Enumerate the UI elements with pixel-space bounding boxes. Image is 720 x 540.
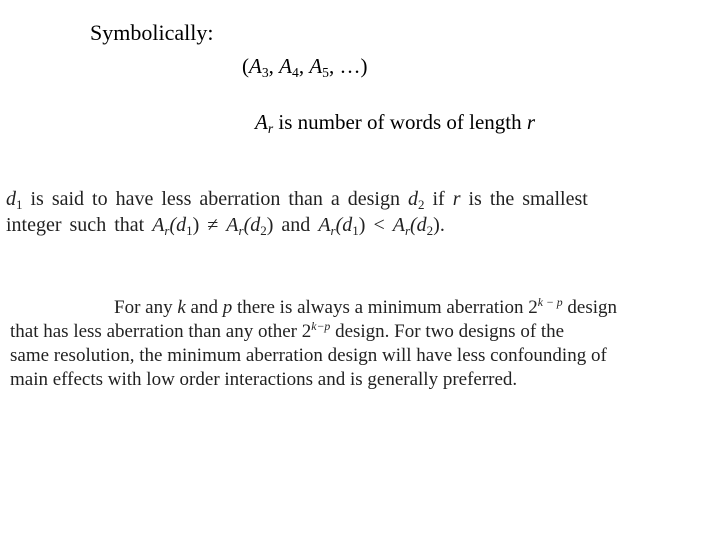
tuple-open: ( (242, 54, 249, 78)
heading-symbolically: Symbolically: (90, 20, 214, 45)
tuple-sep: , (268, 54, 280, 78)
definition-paragraph (6, 186, 718, 238)
minimum-aberration-paragraph (10, 296, 617, 392)
ar-definition-text: is number of words of length (273, 110, 527, 134)
ar-symbol: A (255, 110, 268, 134)
tuple-a5-sub: 5 (322, 65, 329, 81)
paragraph-line-4: main effects with low order interactions and is generally preferred. (10, 369, 518, 390)
aberration-tuple (242, 54, 367, 79)
definition-line-1: $d_1$ is said to have less aberration than a design $d_2$ if r is the smallest (6, 188, 588, 212)
definition-line-2: integer such that $A_r(d_1) \ne A_r(d_2)$ and $A_r(d_1) < A_r(d_2)$. (6, 214, 445, 238)
paragraph-line-2: that has less aberration than any other $2^{k-p}$ design. For two designs of the (10, 319, 565, 342)
ar-variable: r (526, 110, 536, 134)
ar-subscript: r (267, 121, 274, 137)
tuple-sep: , (298, 54, 310, 78)
paragraph-line-1: For any k and p there is always a minimum aberration $2^{k - p}$ design (114, 295, 617, 318)
tuple-tail: , …) (328, 54, 368, 78)
tuple-a5: A (309, 54, 323, 78)
ar-definition (255, 110, 535, 135)
tuple-a3: A (249, 54, 262, 78)
paragraph-line-3: same resolution, the minimum aberration design will have less confounding of (10, 345, 607, 366)
tuple-a4: A (279, 54, 292, 78)
tuple-a4-sub: 4 (291, 65, 299, 81)
tuple-a3-sub: 3 (261, 65, 269, 81)
